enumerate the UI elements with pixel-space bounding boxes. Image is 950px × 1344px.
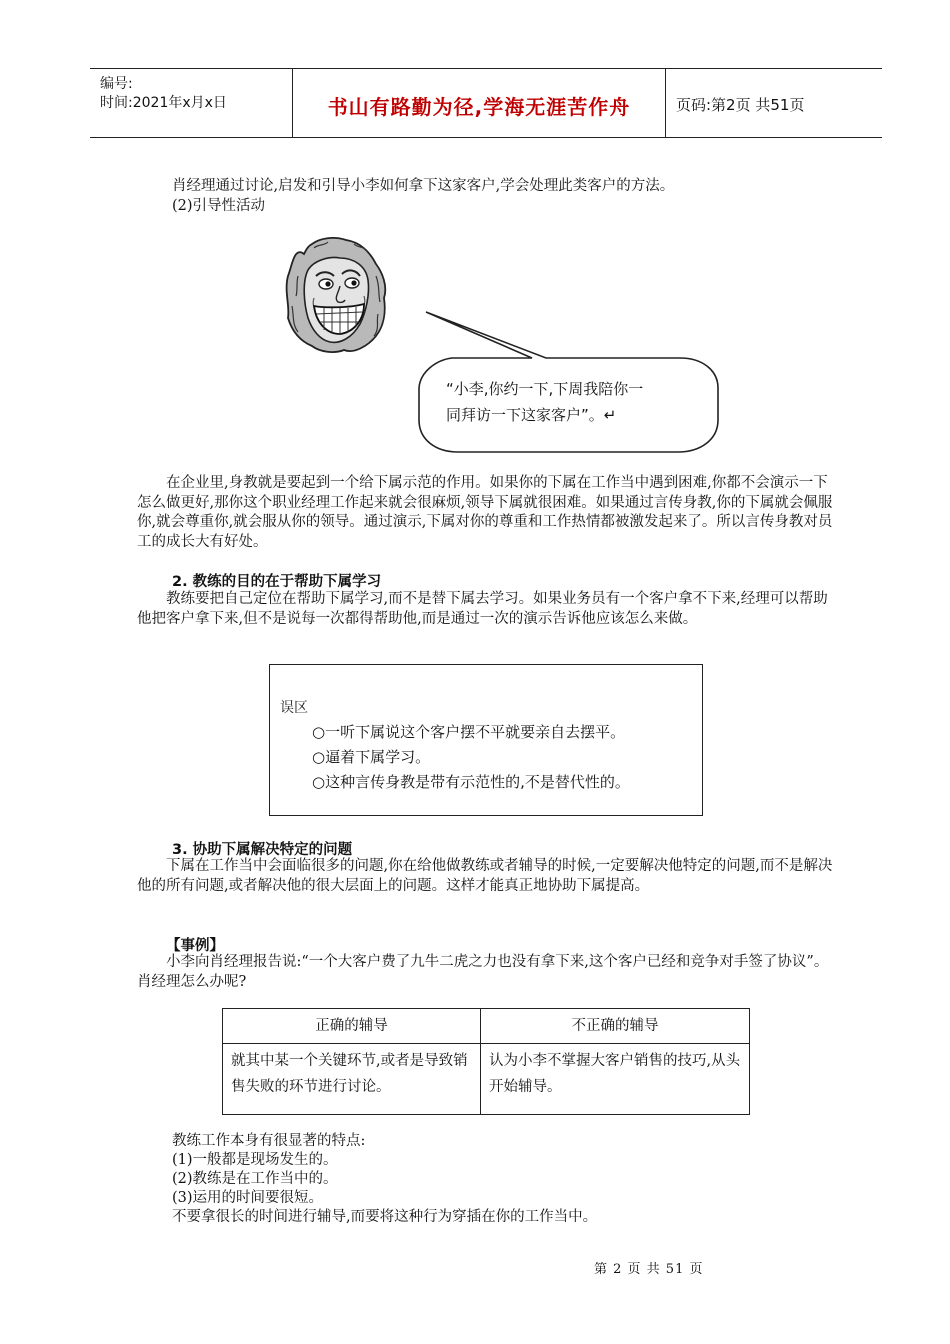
speech-text xyxy=(446,376,643,428)
header-page-cell xyxy=(666,69,882,137)
feature-item: (1)一般都是现场发生的。 xyxy=(172,1152,338,1168)
smiling-face-illustration xyxy=(284,236,390,356)
motto: 书山有路勤为径,学海无涯苦作舟 xyxy=(327,95,631,119)
intro-line-1: 肖经理通过讨论,启发和引导小李如何拿下这家客户,学会处理此类客户的方法。 xyxy=(172,178,675,194)
section-3-body: 下属在工作当中会面临很多的问题,你在给他做教练或者辅导的时候,一定要解决他特定的问题,而不是解决他的所有问题,或者解决他的很大层面上的问题。这样才能真正地协助下属提高。 xyxy=(137,858,833,894)
time-label: 时间:2021年x月x日 xyxy=(100,95,227,111)
header-meta-cell xyxy=(90,69,293,137)
section-2-body: 教练要把自己定位在帮助下属学习,而不是替下属去学习。如果业务员有一个客户拿不下来,经理可以帮助他把客户拿下来,但不是说每一次都得帮助他,而是通过一次的演示告诉他应该怎么来做。 xyxy=(137,591,828,627)
intro-line-2: (2)引导性活动 xyxy=(172,198,266,214)
section-3-heading: 3. 协助下属解决特定的问题 xyxy=(172,842,353,858)
table-header-row xyxy=(223,1009,750,1044)
table-header-correct: 正确的辅导 xyxy=(223,1009,481,1044)
case-body: 小李向肖经理报告说:“一个大客户费了九牛二虎之力也没有拿下来,这个客户已经和竞争对手签了协议”。肖经理怎么办呢? xyxy=(137,954,829,990)
mistake-item: ○逼着下属学习。 xyxy=(312,748,431,766)
table-cell-incorrect: 认为小李不掌握大客户销售的技巧,从头开始辅导。 xyxy=(481,1044,750,1115)
mistake-item: ○一听下属说这个客户摆不平就要亲自去摆平。 xyxy=(312,723,626,741)
header-motto-cell xyxy=(293,69,666,137)
table-row xyxy=(223,1044,750,1115)
page-footer: 第 2 页 共 51 页 xyxy=(594,1262,704,1277)
mistakes-title: 误区 xyxy=(280,700,308,716)
coaching-comparison-table xyxy=(222,1008,750,1115)
page-header xyxy=(90,68,882,138)
feature-item: (2)教练是在工作当中的。 xyxy=(172,1171,338,1187)
body-paragraph-example: 在企业里,身教就是要起到一个给下属示范的作用。如果你的下属在工作当中遇到困难,你都不会演示一下怎么做更好,那你这个职业经理工作起来就会很麻烦,领导下属就很困难。如果通过言传身教,你的下属就会佩服你,就会尊重你,就会服从你的领导。通过演示,下属对你的尊重和工作热情都被激发起来了。所以言传身教对员工的成长大有好处。 xyxy=(137,475,833,550)
table-header-incorrect: 不正确的辅导 xyxy=(481,1009,750,1044)
features-intro: 教练工作本身有很显著的特点: xyxy=(172,1133,366,1149)
mistake-item: ○这种言传身教是带有示范性的,不是替代性的。 xyxy=(312,773,630,791)
number-label: 编号: xyxy=(100,76,133,92)
page-label: 页码:第2页 共51页 xyxy=(676,96,805,114)
feature-item: (3)运用的时间要很短。 xyxy=(172,1190,324,1206)
features-closing: 不要拿很长的时间进行辅导,而要将这种行为穿插在你的工作当中。 xyxy=(172,1209,598,1225)
speech-line-2: 同拜访一下这家客户”。↵ xyxy=(446,406,617,424)
mistakes-box xyxy=(269,664,703,816)
speech-line-1: “小李,你约一下,下周我陪你一 xyxy=(446,380,644,398)
table-cell-correct: 就其中某一个关键环节,或者是导致销售失败的环节进行讨论。 xyxy=(223,1044,481,1115)
section-2-heading: 2. 教练的目的在于帮助下属学习 xyxy=(172,574,382,590)
case-label: 【事例】 xyxy=(166,938,224,954)
